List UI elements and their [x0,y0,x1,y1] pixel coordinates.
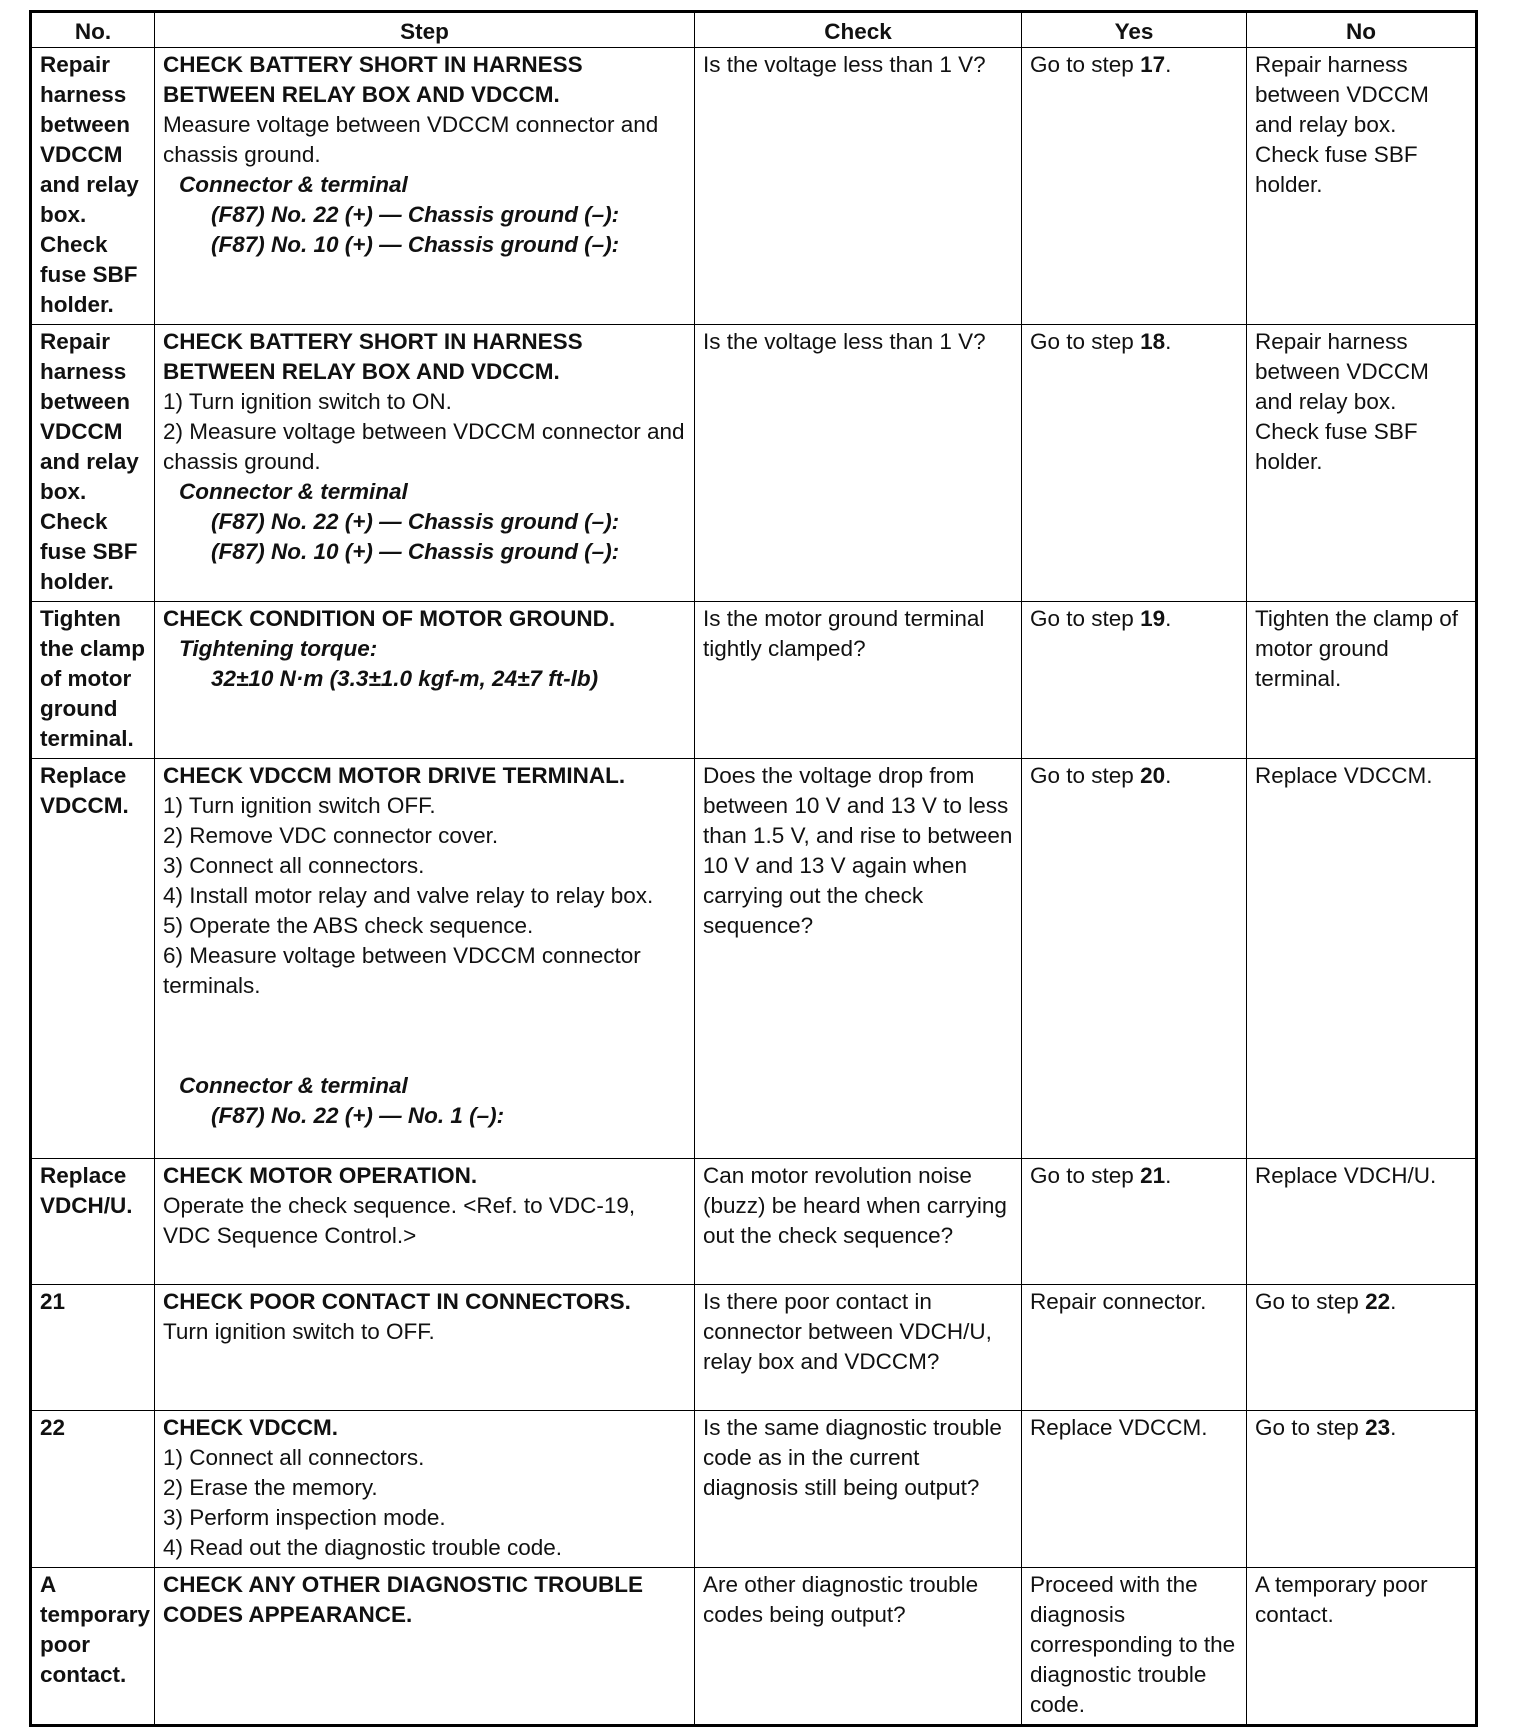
yes-step: 19 [1140,606,1166,631]
table-row [31,1285,1477,1411]
step-number: Repair harness between VDCCM and relay box. Check fuse SBF holder. [31,48,155,325]
step-title: CHECK CONDITION OF MOTOR GROUND. [163,606,616,631]
yes-step: 17 [1140,52,1166,77]
step-cell [155,1159,695,1285]
yes-cell [1022,759,1247,1159]
step-line: 6) Measure voltage between VDCCM connector terminals. [163,943,641,998]
yes-step: 18 [1140,329,1166,354]
connector-terminal-value: (F87) No. 22 (+) — Chassis ground (–): [211,509,620,534]
torque-label: Tightening torque: [179,636,378,661]
check-cell: Can motor revolution noise (buzz) be heard when carrying out the check sequence? [695,1159,1022,1285]
connector-terminal-label: Connector & terminal [179,479,408,504]
step-line: 2) Remove VDC connector cover. [163,823,499,848]
step-title: CHECK VDCCM. [163,1415,339,1440]
yes-cell: Replace VDCCM. [1022,1411,1247,1568]
step-line: 1) Turn ignition switch to ON. [163,389,452,414]
table-row [31,1411,1477,1568]
check-cell: Is the voltage less than 1 V? [695,48,1022,325]
step-text: Measure voltage between VDCCM connector and chassis ground. [163,112,659,167]
torque-value: 32±10 N·m (3.3±1.0 kgf-m, 24±7 ft-lb) [211,666,599,691]
header-row [31,12,1477,48]
connector-terminal-value: (F87) No. 22 (+) — No. 1 (–): [211,1103,505,1128]
yes-suffix: . [1165,1163,1172,1188]
no-text: Repair harness between VDCCM and relay box. Check fuse SBF holder. [1255,52,1429,197]
header-no: No. [31,12,155,48]
no-suffix: . [1390,1415,1397,1440]
check-cell: Is the motor ground terminal tightly clamped? [695,602,1022,759]
yes-prefix: Go to step [1030,329,1141,354]
connector-terminal-value: (F87) No. 10 (+) — Chassis ground (–): [211,232,620,257]
step-cell [155,1568,695,1726]
step-cell [155,325,695,602]
step-line: 4) Install motor relay and valve relay to relay box. [163,883,654,908]
step-title: CHECK POOR CONTACT IN CONNECTORS. [163,1289,631,1314]
header-step: Step [155,12,695,48]
step-title: CHECK ANY OTHER DIAGNOSTIC TROUBLE CODES APPEARANCE. [163,1572,644,1627]
table-row [31,1159,1477,1285]
no-text: Repair harness between VDCCM and relay box. Check fuse SBF holder. [1255,329,1429,474]
step-number: Repair harness between VDCCM and relay box. Check fuse SBF holder. [31,325,155,602]
step-line: 1) Connect all connectors. [163,1445,425,1470]
no-cell [1247,1411,1477,1568]
step-cell [155,1285,695,1411]
step-cell [155,602,695,759]
yes-suffix: . [1165,606,1172,631]
check-cell: Is the same diagnostic trouble code as in the current diagnosis still being output? [695,1411,1022,1568]
yes-cell: Repair connector. [1022,1285,1247,1411]
table-row [31,759,1477,1159]
step-title: CHECK VDCCM MOTOR DRIVE TERMINAL. [163,763,626,788]
yes-cell [1022,602,1247,759]
no-cell: A temporary poor contact. [1247,1568,1477,1726]
yes-cell: Proceed with the diagnosis corresponding to the diagnostic trouble code. [1022,1568,1247,1726]
no-step: 23 [1365,1415,1391,1440]
step-line: 2) Erase the memory. [163,1475,378,1500]
no-cell [1247,1285,1477,1411]
no-cell: Replace VDCH/U. [1247,1159,1477,1285]
no-prefix: Go to step [1255,1415,1366,1440]
no-cell [1247,325,1477,602]
yes-cell [1022,1159,1247,1285]
step-cell [155,1411,695,1568]
yes-suffix: . [1165,52,1172,77]
header-yes: Yes [1022,12,1247,48]
check-cell: Is the voltage less than 1 V? [695,325,1022,602]
table-row [31,325,1477,602]
step-line: 1) Turn ignition switch OFF. [163,793,436,818]
no-suffix: . [1390,1289,1397,1314]
yes-prefix: Go to step [1030,763,1141,788]
step-text: Operate the check sequence. <Ref. to VDC-19, VDC Sequence Control.> [163,1193,636,1248]
step-title: CHECK BATTERY SHORT IN HARNESS BETWEEN RELAY BOX AND VDCCM. [163,52,583,107]
no-cell: Tighten the clamp of motor ground terminal. [1247,602,1477,759]
no-cell [1247,48,1477,325]
check-cell: Does the voltage drop from between 10 V and 13 V to less than 1.5 V, and rise to between 10 V and 13 V again when carrying out the check sequence? [695,759,1022,1159]
connector-terminal-value: (F87) No. 10 (+) — Chassis ground (–): [211,539,620,564]
table-row [31,1568,1477,1726]
yes-prefix: Go to step [1030,52,1141,77]
step-number: Replace VDCCM. [31,759,155,1159]
step-number: 22 [31,1411,155,1568]
table-row [31,602,1477,759]
yes-cell [1022,48,1247,325]
step-number: Replace VDCH/U. [31,1159,155,1285]
yes-suffix: . [1165,329,1172,354]
yes-step: 20 [1140,763,1166,788]
check-cell: Are other diagnostic trouble codes being output? [695,1568,1022,1726]
no-cell: Replace VDCCM. [1247,759,1477,1159]
step-number: Tighten the clamp of motor ground terminal. [31,602,155,759]
connector-terminal-value: (F87) No. 22 (+) — Chassis ground (–): [211,202,620,227]
step-cell [155,48,695,325]
yes-prefix: Go to step [1030,606,1141,631]
step-number: A temporary poor contact. [31,1568,155,1726]
step-line: 3) Perform inspection mode. [163,1505,446,1530]
header-no-result: No [1247,12,1477,48]
check-cell: Is there poor contact in connector between VDCH/U, relay box and VDCCM? [695,1285,1022,1411]
yes-cell [1022,325,1247,602]
yes-step: 21 [1140,1163,1166,1188]
no-step: 22 [1365,1289,1391,1314]
no-prefix: Go to step [1255,1289,1366,1314]
connector-terminal-label: Connector & terminal [179,172,408,197]
step-line: 3) Connect all connectors. [163,853,425,878]
table-row [31,48,1477,325]
step-line: 2) Measure voltage between VDCCM connector and chassis ground. [163,419,685,474]
step-title: CHECK BATTERY SHORT IN HARNESS BETWEEN RELAY BOX AND VDCCM. [163,329,583,384]
step-line: 5) Operate the ABS check sequence. [163,913,534,938]
step-title: CHECK MOTOR OPERATION. [163,1163,478,1188]
yes-suffix: . [1165,763,1172,788]
step-line: 4) Read out the diagnostic trouble code. [163,1535,563,1560]
diagnosis-table [29,10,1478,1727]
step-cell [155,759,695,1159]
header-check: Check [695,12,1022,48]
connector-terminal-label: Connector & terminal [179,1073,408,1098]
step-text: Turn ignition switch to OFF. [163,1319,435,1344]
step-number: 21 [31,1285,155,1411]
yes-prefix: Go to step [1030,1163,1141,1188]
